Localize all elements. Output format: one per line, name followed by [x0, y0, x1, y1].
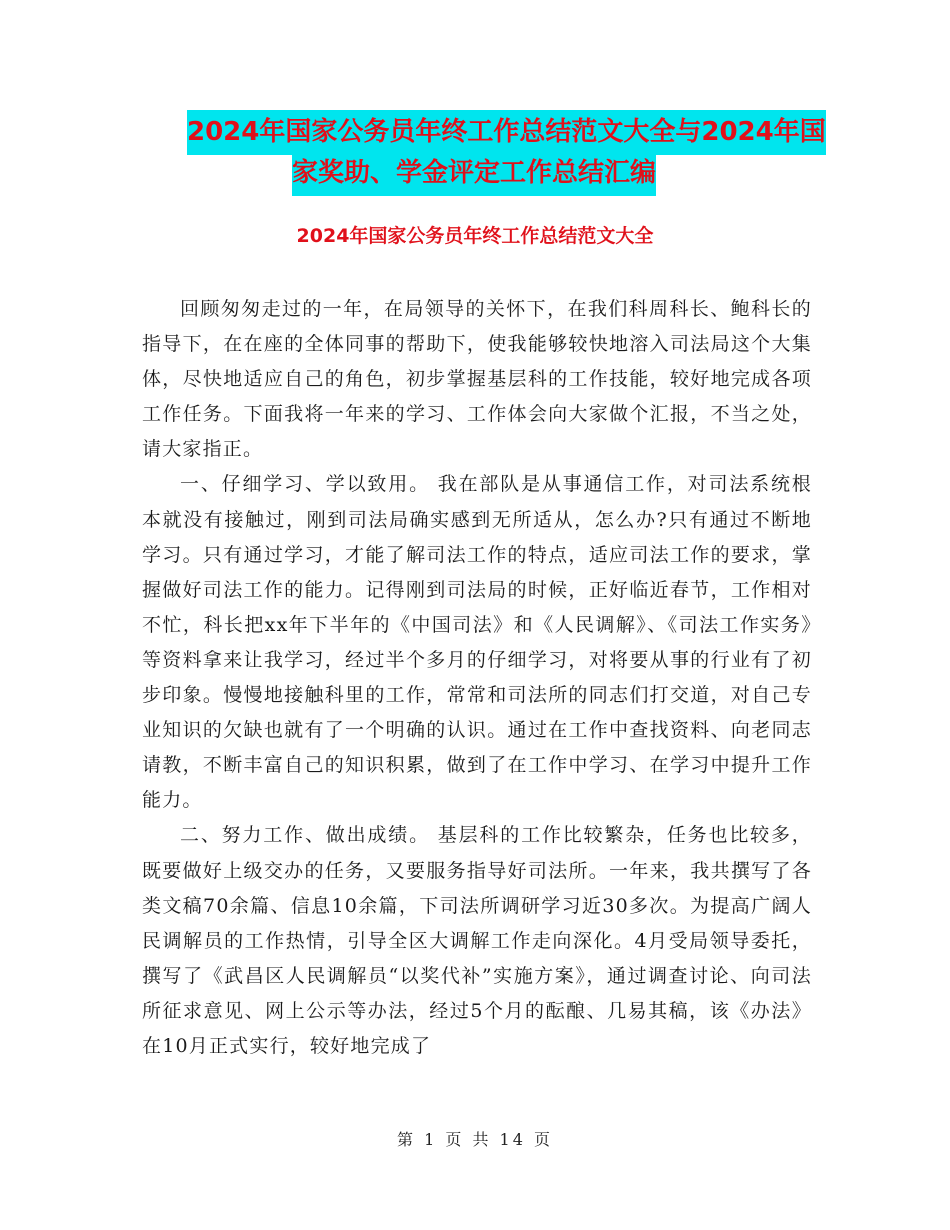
- title-line-1: 2024年国家公务员年终工作总结范文大全与2024年国: [187, 110, 826, 155]
- page-footer: 第 1 页 共 14 页: [397, 1130, 553, 1149]
- section-title: 2024年国家公务员年终工作总结范文大全: [296, 225, 654, 247]
- title-line-2: 家奖助、学金评定工作总结汇编: [292, 151, 656, 196]
- paragraph-intro: 回顾匆匆走过的一年，在局领导的关怀下，在我们科周科长、鲍科长的指导下，在在座的全体同事的帮助下，使我能够较快地溶入司法局这个大集体，尽快地适应自己的角色，初步掌握基层科的工作技能，较好地完成各项工作任务。下面我将一年来的学习、工作体会向大家做个汇报，不当之处，请大家指正。: [142, 298, 812, 461]
- document-body: [142, 292, 812, 1064]
- paragraph-study: 一、仔细学习、学以致用。 我在部队是从事通信工作，对司法系统根本就没有接触过，刚到司法局确实感到无所适从，怎么办?只有通过不断地学习。只有通过学习，才能了解司法工作的特点，适应司法工作的要求，掌握做好司法工作的能力。记得刚到司法局的时候，正好临近春节，工作相对不忙，科长把xx年下半年的《中国司法》和《人民调解》、《司法工作实务》等资料拿来让我学习，经过半个多月的仔细学习，对将要从事的行业有了初步印象。慢慢地接触科里的工作，常常和司法所的同志们打交道，对自己专业知识的欠缺也就有了一个明确的认识。通过在工作中查找资料、向老同志请教，不断丰富自己的知识积累，做到了在工作中学习、在学习中提升工作能力。: [142, 473, 812, 812]
- paragraph-work: 二、努力工作、做出成绩。 基层科的工作比较繁杂，任务也比较多，既要做好上级交办的任务，又要服务指导好司法所。一年来，我共撰写了各类文稿70余篇、信息10余篇，下司法所调研学习近30多次。为提高广阔人民调解员的工作热情，引导全区大调解工作走向深化。4月受局领导委托，撰写了《武昌区人民调解员“以奖代补”实施方案》，通过调查讨论、向司法所征求意见、网上公示等办法，经过5个月的酝酿、几易其稿，该《办法》在10月正式实行，较好地完成了: [142, 824, 812, 1057]
